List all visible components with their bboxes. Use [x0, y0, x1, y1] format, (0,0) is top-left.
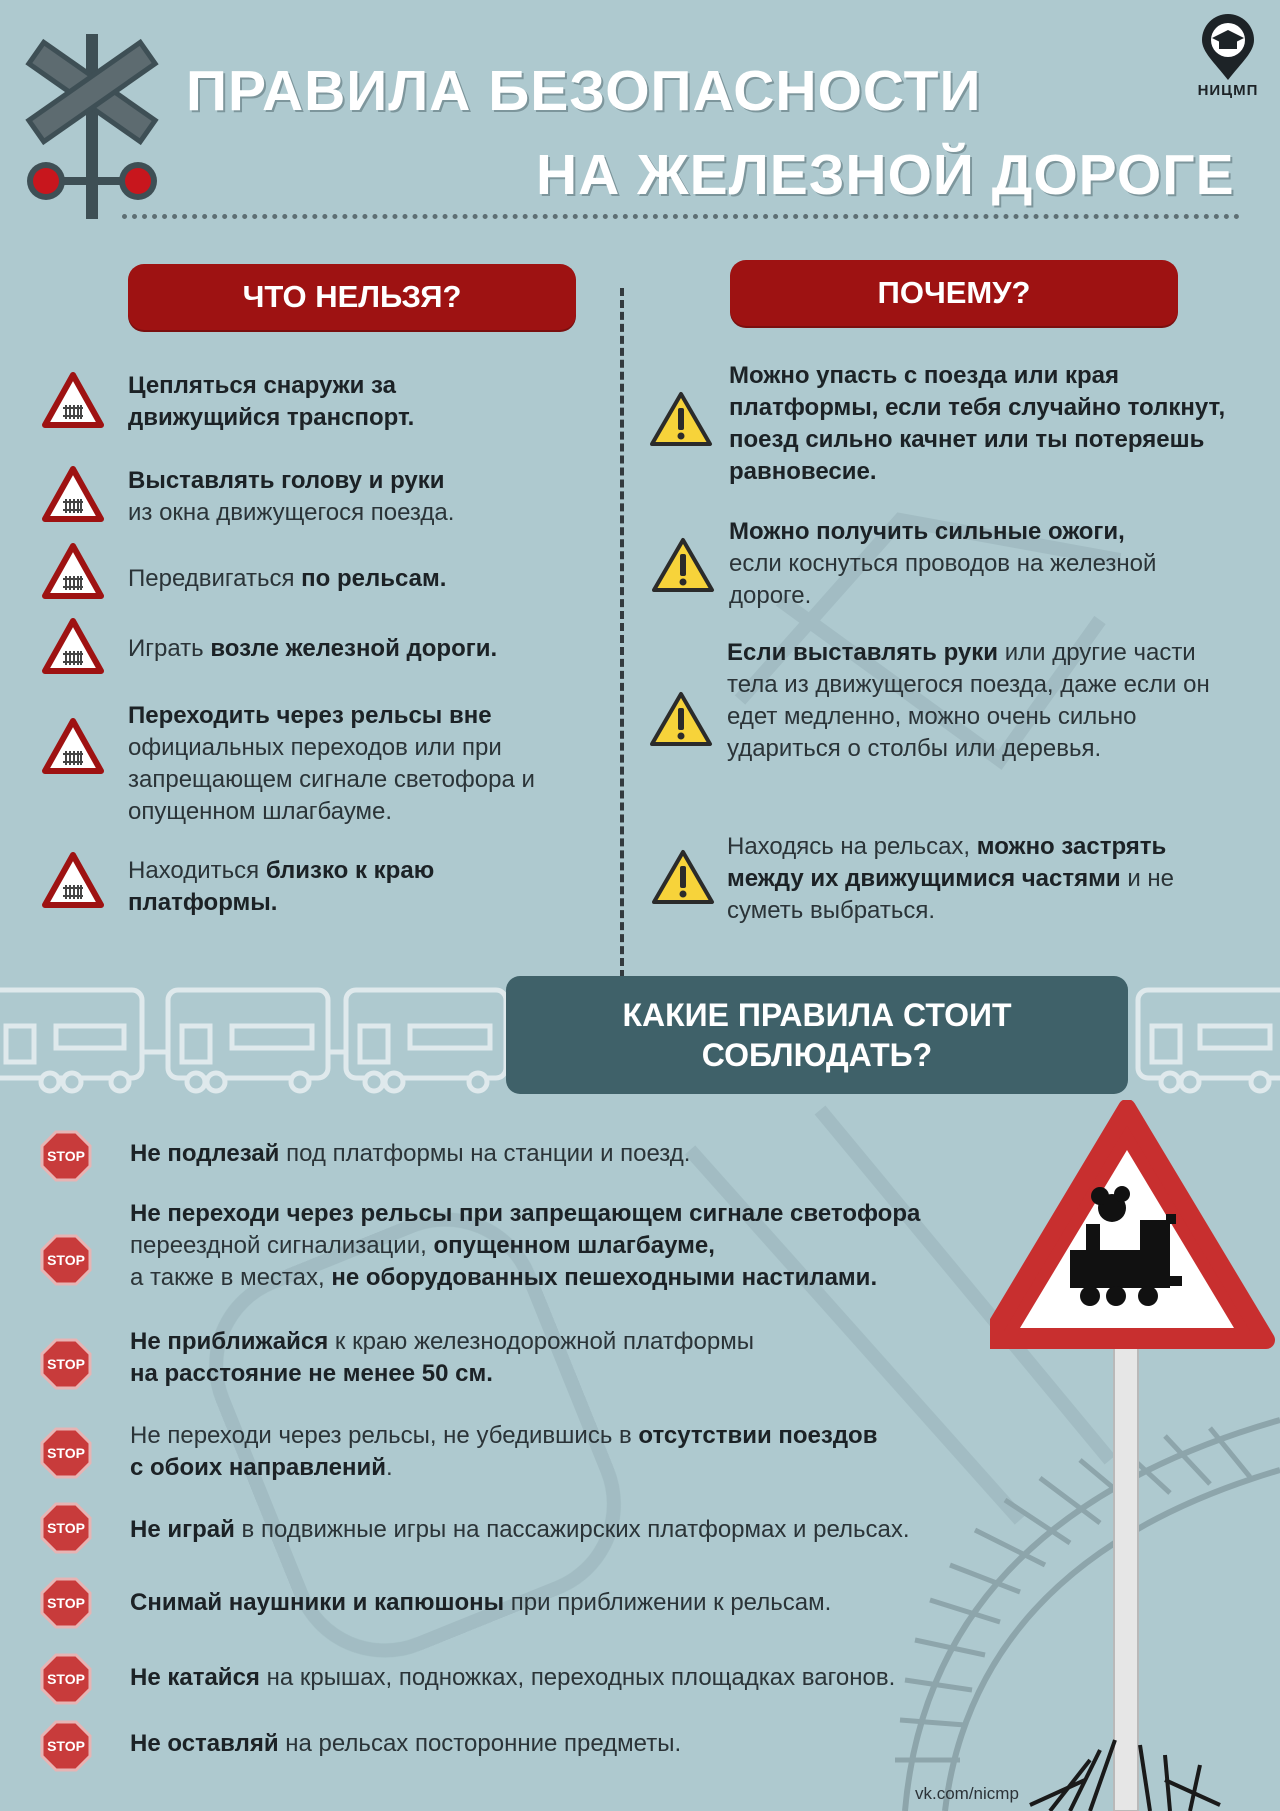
stop-sign-icon [40, 1502, 92, 1554]
rule-bold: Не переходи через рельсы при запрещающем сигнале светофора [130, 1200, 921, 1227]
rule-bold: Не подлезай [130, 1140, 280, 1167]
crossing-warning-icon [42, 466, 104, 522]
prohibited-item-text: Играть [128, 635, 211, 662]
footer-url: vk.com/nicmp [915, 1784, 1019, 1803]
stop-sign-label: STOP [47, 1738, 85, 1754]
stop-sign-icon [40, 1720, 92, 1772]
reason-item-text: если коснуться проводов на железной дороге. [729, 550, 1157, 609]
reason-item-bold: Можно упасть с поезда или края платформы, если тебя случайно толкнут, поезд сильно качнет или ты потеряешь равновесие. [729, 362, 1226, 485]
right-column-heading: ПОЧЕМУ? [730, 260, 1178, 326]
crossing-warning-icon [42, 543, 104, 599]
rule-bold: Снимай наушники и капюшоны [130, 1589, 505, 1616]
stop-sign-label: STOP [47, 1252, 85, 1268]
rule-bold: не оборудованных пешеходными настилами. [331, 1264, 878, 1291]
stop-sign-icon [40, 1577, 92, 1629]
crossing-warning-icon [42, 718, 104, 774]
logo-icon [1196, 12, 1260, 82]
column-divider [620, 288, 624, 978]
header-divider [122, 214, 1240, 219]
stop-sign-label: STOP [47, 1595, 85, 1611]
stop-sign-icon [40, 1130, 92, 1182]
stop-sign-icon [40, 1427, 92, 1479]
rule-bold: Не приближайся [130, 1328, 329, 1355]
reason-item-bold: Можно получить сильные ожоги, [729, 518, 1125, 545]
rule-text: к краю железнодорожной платформы [328, 1328, 754, 1355]
stop-sign-label: STOP [47, 1671, 85, 1687]
prohibited-item-text: Находиться [128, 857, 266, 884]
prohibited-item-text: Цепляться снаружи за движущийся транспорт. [128, 372, 415, 431]
rule-text: на рельсах посторонние предметы. [278, 1730, 682, 1757]
stop-sign-label: STOP [47, 1445, 85, 1461]
prohibited-item-bold: близко к краю платформы. [128, 857, 435, 916]
rule-bold: опущенном шлагбауме, [433, 1232, 715, 1259]
reason-item-text: и не суметь выбраться. [727, 865, 1175, 924]
rule-text: переездной сигнализации, [130, 1232, 434, 1259]
stop-sign-label: STOP [47, 1148, 85, 1164]
prohibited-item-bold: Выставлять голову и руки [128, 467, 445, 494]
exclamation-warning-icon [648, 690, 714, 748]
stop-sign-icon [40, 1338, 92, 1390]
reason-item-bold: можно застрять между их движущимися частями [727, 833, 1167, 892]
stop-sign-label: STOP [47, 1356, 85, 1372]
prohibited-item-bold: Переходить через рельсы вне [128, 702, 492, 729]
rule-bold: на расстояние не менее 50 см. [130, 1360, 493, 1387]
rule-text: под платформы на станции и поезд. [279, 1140, 691, 1167]
stop-sign-icon [40, 1653, 92, 1705]
reason-item-text: или другие части тела из движущегося поезда, даже если он едет медленно, можно очень сильно удариться о столбы или деревья. [727, 639, 1210, 762]
rule-text: на крышах, подножках, переходных площадках вагонов. [259, 1664, 896, 1691]
rule-text: Не переходи через рельсы, не убедившись в [130, 1422, 639, 1449]
train-warning-sign [990, 1100, 1280, 1811]
prohibited-item-bold: по рельсам. [301, 565, 447, 592]
rule-bold: с обоих направлений [130, 1454, 386, 1481]
exclamation-warning-icon [650, 848, 716, 906]
page-title-line2: НА ЖЕЛЕЗНОЙ ДОРОГЕ [536, 143, 1235, 207]
rule-bold: отсутствии поездов [638, 1422, 878, 1449]
rule-bold: Не катайся [130, 1664, 260, 1691]
prohibited-item-bold: возле железной дороги. [210, 635, 498, 662]
rules-heading-line1: КАКИЕ ПРАВИЛА СТОИТ [622, 997, 1012, 1033]
stop-sign-label: STOP [47, 1520, 85, 1536]
rule-text: а также в местах, [130, 1264, 332, 1291]
crossing-warning-icon [42, 372, 104, 428]
rules-heading-box [506, 976, 1128, 1094]
crossing-warning-icon [42, 852, 104, 908]
stop-sign-icon [40, 1234, 92, 1286]
reason-item-text: Находясь на рельсах, [727, 833, 977, 860]
rule-text: в подвижные игры на пассажирских платформах и рельсах. [234, 1516, 910, 1543]
page-title-line1: ПРАВИЛА БЕЗОПАСНОСТИ [186, 59, 982, 123]
rule-bold: Не оставляй [130, 1730, 279, 1757]
left-column-heading: ЧТО НЕЛЬЗЯ? [128, 264, 576, 330]
prohibited-item-text: из окна движущегося поезда. [128, 499, 455, 526]
rule-bold: Не играй [130, 1516, 235, 1543]
railway-crossing-icon [22, 34, 162, 224]
prohibited-item-text: официальных переходов или при запрещающем сигнале светофора и опущенном шлагбауме. [128, 734, 535, 825]
logo-text: НИЦМП [1197, 82, 1259, 99]
rule-text: . [386, 1454, 393, 1481]
exclamation-warning-icon [648, 390, 714, 448]
crossing-warning-icon [42, 618, 104, 674]
rules-heading-line2: СОБЛЮДАТЬ? [701, 1037, 933, 1073]
prohibited-item-text: Передвигаться [128, 565, 302, 592]
reason-item-bold: Если выставлять руки [727, 639, 999, 666]
rule-text: при приближении к рельсам. [504, 1589, 832, 1616]
exclamation-warning-icon [650, 536, 716, 594]
